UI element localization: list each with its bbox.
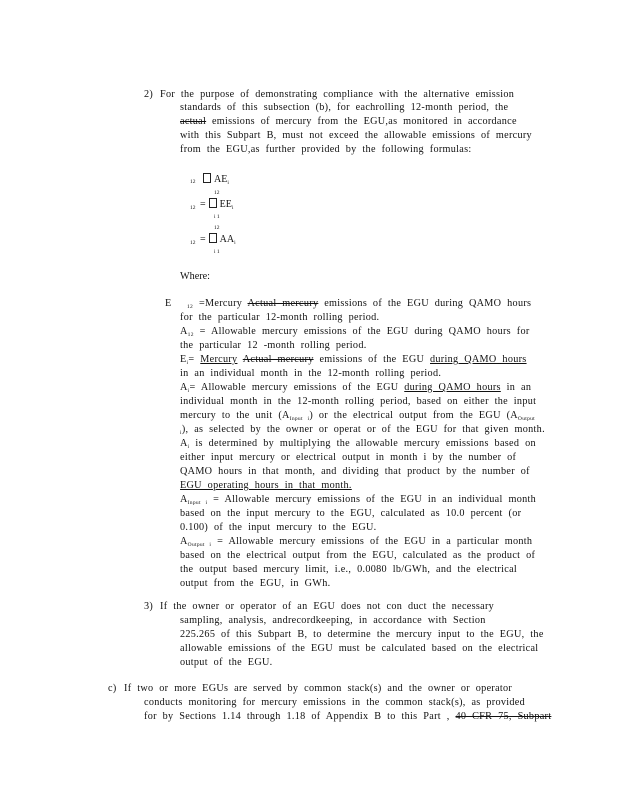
para3-line2: sampling, analysis, andrecordkeeping, in accordance with Section <box>180 615 486 626</box>
para3-label: 3) <box>144 601 154 612</box>
def-ai-line3: mercury to the unit $(A_{Input i})$ or the electrical output from the EGU ($A_{Output}$ <box>180 410 535 422</box>
def-aoutput-line1: $A_{Output i}$ = Allowable mercury emissions of the EGU in a particular month <box>180 536 533 548</box>
para2-line3-rest: emissions of mercury from the EGU,as monitored in accordance <box>206 116 517 127</box>
formula1-index: 12 <box>190 179 196 185</box>
struck-text: 40 CFR 75, Subpart <box>455 711 552 722</box>
def-ai-line6: either input mercury or electrical output in month i by the number of <box>180 452 517 463</box>
def-ai-line4: $_i$), as selected by the owner or operat or of the EGU for that given month. <box>180 424 545 436</box>
formula2-upper: 12 <box>214 190 220 196</box>
para3-line5: output of the EGU. <box>180 657 273 668</box>
def-ei-line1: $E_i=$ Mercury Actual mercury emissions of the EGU during QAMO hours <box>180 354 527 366</box>
formula2: = $EE_i$ <box>200 199 234 211</box>
formula3-index: 12 <box>190 240 196 246</box>
para2-line3 <box>180 115 517 128</box>
def-aoutput-line3: the output based mercury limit, i.e., 0.0080 lb/GWh, and the electrical <box>180 564 518 575</box>
para2-line1: For the purpose of demonstrating compliance with the alternative emission <box>160 89 515 100</box>
para2-line2: standards of this subsection (b), for eachrolling 12-month period, the <box>180 102 509 113</box>
def-ainput-line3: 0.100) of the input mercury to the EGU. <box>180 522 377 533</box>
formula3-lower: i 1 <box>214 249 220 255</box>
para3-line4: allowable emissions of the EGU must be calculated based on the electrical <box>180 643 539 654</box>
formula2-index: 12 <box>190 205 196 211</box>
summation-symbol <box>209 198 217 208</box>
formula2-lower: i 1 <box>214 214 220 220</box>
def-ai-line2: individual month in the 12-month rolling period, based on either the input <box>180 396 537 407</box>
def-ainput-line2: based on the input mercury to the EGU, calculated as 10.0 percent (or <box>180 508 522 519</box>
para2-label: 2) <box>144 89 154 100</box>
summation-symbol <box>203 173 211 183</box>
summation-symbol <box>209 233 217 243</box>
def-ai-line8: EGU operating hours in that month. <box>180 480 352 491</box>
parac-line1: If two or more EGUs are served by common stack(s) and the owner or operator <box>124 683 513 694</box>
formula1: $AE_i$ <box>200 173 229 189</box>
def-e12-letter: E <box>165 298 172 309</box>
def-ei-line2: in an individual month in the 12-month rolling period. <box>180 368 442 379</box>
where-label: Where: <box>180 271 210 282</box>
def-ainput-line1: $A_{Input i}$ = Allowable mercury emissions of the EGU in an individual month <box>180 494 537 506</box>
def-e12-line1: $_{12}$ =Mercury Actual mercury emissions of the EGU during QAMO hours <box>187 298 532 310</box>
parac-label: c) <box>108 683 117 694</box>
def-a12-line1: $A_{12}$ = Allowable mercury emissions of the EGU during QAMO hours for <box>180 326 530 338</box>
para3-line3: 225.265 of this Subpart B, to determine the mercury input to the EGU, the <box>180 629 544 640</box>
def-a12-line2: the particular 12 -month rolling period. <box>180 340 367 351</box>
struck-text: Actual mercury <box>247 298 319 309</box>
def-aoutput-line4: output from the EGU, in GWh. <box>180 578 331 589</box>
struck-text: Actual mercury <box>242 354 314 365</box>
parac-line3: for by Sections 1.14 through 1.18 of Appendix B to this Part , 40 CFR 75, Subpart <box>144 711 552 722</box>
formula3-upper: 12 <box>214 225 220 231</box>
def-ai-line1: $A_i=$ Allowable mercury emissions of the EGU during QAMO hours in an <box>180 382 532 394</box>
def-aoutput-line2: based on the electrical output from the EGU, calculated as the product of <box>180 550 536 561</box>
formula3: = $AA_i$ <box>200 234 236 246</box>
parac-line2: conducts monitoring for mercury emissions in the common stack(s), as provided <box>144 697 526 708</box>
def-ai-line7: QAMO hours in that month, and dividing that product by the number of <box>180 466 530 477</box>
def-ai-line5: $A_i$ is determined by multiplying the allowable mercury emissions based on <box>180 438 536 450</box>
struck-word: actual <box>180 116 207 127</box>
para2-line5: from the EGU,as further provided by the following formulas: <box>180 144 472 155</box>
para3-line1: If the owner or operator of an EGU does not con duct the necessary <box>160 601 495 612</box>
para2-line4: with this Subpart B, must not exceed the allowable emissions of mercury <box>180 130 532 141</box>
def-e12-line2: for the particular 12-month rolling period. <box>180 312 380 323</box>
